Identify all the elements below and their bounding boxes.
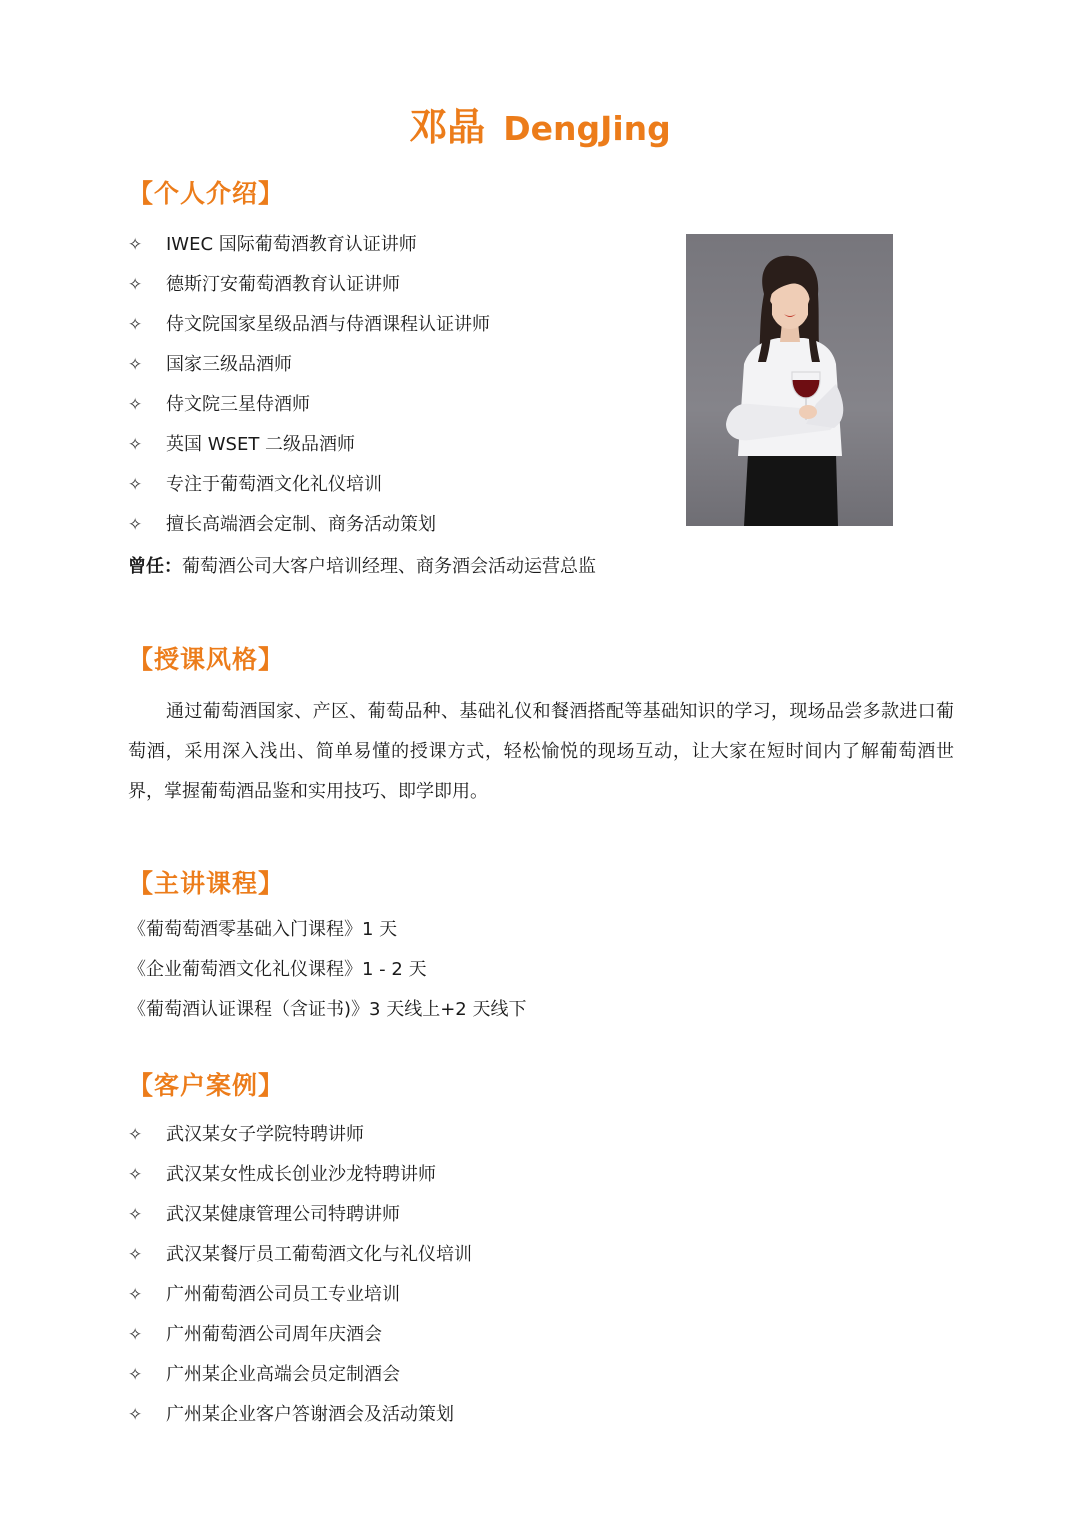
list-item: ✧ 侍文院三星侍酒师 [128, 394, 310, 415]
sparkle-bullet-icon: ✧ [128, 1325, 143, 1345]
list-item: ✧ 武汉某健康管理公司特聘讲师 [128, 1204, 400, 1225]
sparkle-bullet-icon: ✧ [128, 275, 143, 295]
list-item: ✧ 广州葡萄酒公司周年庆酒会 [128, 1324, 382, 1345]
sparkle-bullet-icon: ✧ [128, 1165, 143, 1185]
list-item: ✧ 侍文院国家星级品酒与侍酒课程认证讲师 [128, 314, 490, 335]
former-text: 葡萄酒公司大客户培训经理、商务酒会活动运营总监 [182, 556, 596, 577]
list-item: ✧ 广州某企业客户答谢酒会及活动策划 [128, 1404, 454, 1425]
sparkle-bullet-icon: ✧ [128, 315, 143, 335]
sparkle-bullet-icon: ✧ [128, 1405, 143, 1425]
sparkle-bullet-icon: ✧ [128, 515, 143, 535]
name-english: DengJing [503, 109, 671, 148]
course-item: 《企业葡萄酒文化礼仪课程》1 - 2 天 [128, 959, 427, 980]
list-item: ✧ 国家三级品酒师 [128, 354, 292, 375]
style-paragraph: 通过葡萄酒国家、产区、葡萄品种、基础礼仪和餐酒搭配等基础知识的学习，现场品尝多款进口葡萄酒，采用深入浅出、简单易懂的授课方式，轻松愉悦的现场互动，让大家在短时间内了解葡萄酒世界，掌握葡萄酒品鉴和实用技巧、即学即用。 [128, 701, 954, 802]
list-item: ✧ 武汉某女性成长创业沙龙特聘讲师 [128, 1164, 436, 1185]
sparkle-bullet-icon: ✧ [128, 395, 143, 415]
list-item: ✧ 武汉某餐厅员工葡萄酒文化与礼仪培训 [128, 1244, 472, 1265]
list-item: ✧ IWEC 国际葡萄酒教育认证讲师 [128, 234, 417, 255]
course-list [128, 918, 526, 1038]
list-item: ✧ 广州某企业高端会员定制酒会 [128, 1364, 400, 1385]
portrait-photo [686, 234, 893, 526]
sparkle-bullet-icon: ✧ [128, 475, 143, 495]
sparkle-bullet-icon: ✧ [128, 435, 143, 455]
intro-list [128, 234, 490, 554]
page-title [0, 96, 1080, 151]
sparkle-bullet-icon: ✧ [128, 1245, 143, 1265]
style-heading: 【授课风格】 [128, 645, 285, 674]
list-item: ✧ 武汉某女子学院特聘讲师 [128, 1124, 364, 1145]
list-item: ✧ 英国 WSET 二级品酒师 [128, 434, 356, 455]
list-item: ✧ 专注于葡萄酒文化礼仪培训 [128, 474, 382, 495]
course-item: 《葡萄萄酒零基础入门课程》1 天 [128, 919, 398, 940]
sparkle-bullet-icon: ✧ [128, 1125, 143, 1145]
list-item: ✧ 擅长高端酒会定制、商务活动策划 [128, 514, 436, 535]
sparkle-bullet-icon: ✧ [128, 1365, 143, 1385]
list-item: ✧ 德斯汀安葡萄酒教育认证讲师 [128, 274, 400, 295]
clients-list [128, 1124, 472, 1444]
list-item: ✧ 广州葡萄酒公司员工专业培训 [128, 1284, 400, 1305]
former-label: 曾任： [128, 556, 182, 577]
sparkle-bullet-icon: ✧ [128, 235, 143, 255]
course-item: 《葡萄酒认证课程（含证书)》3 天线上+2 天线下 [128, 999, 527, 1020]
portrait-illustration [686, 234, 893, 526]
former-positions [128, 552, 596, 578]
courses-heading: 【主讲课程】 [128, 869, 285, 898]
clients-heading: 【客户案例】 [128, 1071, 285, 1100]
sparkle-bullet-icon: ✧ [128, 355, 143, 375]
sparkle-bullet-icon: ✧ [128, 1285, 143, 1305]
name-chinese: 邓晶 [409, 105, 486, 149]
sparkle-bullet-icon: ✧ [128, 1205, 143, 1225]
intro-heading: 【个人介绍】 [128, 179, 285, 208]
